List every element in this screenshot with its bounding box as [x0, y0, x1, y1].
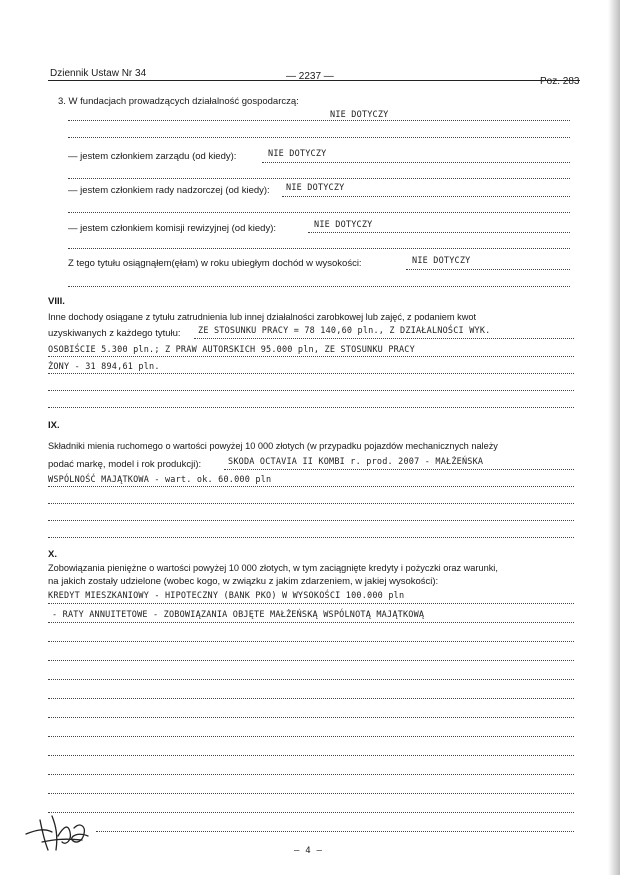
- income-label: Z tego tytułu osiągnąłem(ęłam) w roku ubiegłym dochód w wysokości:: [68, 258, 362, 269]
- dotted-line: [48, 537, 574, 538]
- section-viii-text: Inne dochody osiągane z tytułu zatrudnienia lub innej działalności zarobkowej lub zajęć, z podaniem kwot: [48, 312, 476, 322]
- dotted-line: [68, 212, 570, 213]
- foundations-label: 3. W fundacjach prowadzących działalność gospodarczą:: [58, 96, 299, 107]
- dotted-line: [48, 641, 574, 642]
- dotted-line: [48, 503, 574, 504]
- scan-shadow-edge: [608, 0, 620, 875]
- section-viii-label: uzyskiwanych z każdego tytułu:: [48, 328, 181, 339]
- audit-answer: NIE DOTYCZY: [314, 220, 373, 230]
- footer-page-mark: — 4 —: [294, 846, 323, 856]
- signature-icon: [22, 806, 102, 856]
- supervisory-label: — jestem członkiem rady nadzorczej (od kiedy):: [68, 185, 270, 196]
- section-ix-answer-1: SKODA OCTAVIA II KOMBI r. prod. 2007 - MAŁŻEŃSKA: [228, 457, 484, 467]
- dotted-line: [48, 774, 574, 775]
- dotted-line: [48, 622, 574, 623]
- audit-label: — jestem członkiem komisji rewizyjnej (od kiedy):: [68, 223, 276, 234]
- section-x-title: X.: [48, 549, 57, 560]
- dotted-line: [48, 356, 574, 357]
- dotted-line: [48, 373, 574, 374]
- income-answer: NIE DOTYCZY: [412, 256, 471, 266]
- board-answer: NIE DOTYCZY: [268, 149, 327, 159]
- section-ix-text: Składniki mienia ruchomego o wartości powyżej 10 000 złotych (w przypadku pojazdów mechanicznych należy: [48, 441, 498, 451]
- dotted-line: [96, 831, 574, 832]
- section-x-answer-2: - RATY ANNUITETOWE - ZOBOWIĄZANIA OBJĘTE MAŁŻEŃSKĄ WSPÓLNOTĄ MAJĄTKOWĄ: [52, 610, 425, 620]
- dotted-line: [68, 120, 570, 121]
- dotted-line: [48, 603, 574, 604]
- position-number: Poz. 283: [540, 76, 580, 87]
- section-viii-answer-1: ZE STOSUNKU PRACY = 78 140,60 pln., Z DZIAŁALNOŚCI WYK.: [198, 326, 491, 336]
- dotted-line: [48, 390, 574, 391]
- supervisory-answer: NIE DOTYCZY: [286, 183, 345, 193]
- dotted-line: [224, 469, 574, 470]
- dotted-line: [194, 338, 574, 339]
- journal-name: Dziennik Ustaw Nr 34: [50, 68, 147, 79]
- section-ix-title: IX.: [48, 420, 60, 431]
- dotted-line: [68, 137, 570, 138]
- dotted-line: [48, 812, 574, 813]
- section-x-text-2: na jakich zostały udzielone (wobec kogo, w związku z jakim zdarzeniem, w jakiej wysokości):: [48, 576, 439, 587]
- page-number: — 2237 —: [286, 71, 334, 82]
- dotted-line: [48, 698, 574, 699]
- dotted-line: [48, 407, 574, 408]
- dotted-line: [262, 162, 570, 163]
- dotted-line: [48, 717, 574, 718]
- dotted-line: [68, 178, 570, 179]
- dotted-line: [48, 679, 574, 680]
- dotted-line: [406, 269, 570, 270]
- section-viii-title: VIII.: [48, 296, 65, 307]
- dotted-line: [48, 755, 574, 756]
- dotted-line: [68, 248, 570, 249]
- section-ix-answer-2: WSPÓLNOŚĆ MAJĄTKOWA - wart. ok. 60.000 pln: [48, 475, 272, 485]
- dotted-line: [282, 196, 570, 197]
- dotted-line: [48, 793, 574, 794]
- section-viii-answer-2: OSOBIŚCIE 5.300 pln.; Z PRAW AUTORSKICH 95.000 pln, ZE STOSUNKU PRACY: [48, 345, 415, 355]
- section-x-answer-1: KREDYT MIESZKANIOWY - HIPOTECZNY (BANK PKO) W WYSOKOŚCI 100.000 pln: [48, 591, 405, 601]
- header-rule: [48, 80, 580, 81]
- section-x-text-1: Zobowiązania pieniężne o wartości powyżej 10 000 złotych, w tym zaciągnięte kredyty i pożyczki oraz warunki,: [48, 563, 498, 573]
- section-viii-answer-3: ŻONY - 31 894,61 pln.: [48, 362, 160, 372]
- section-ix-label: podać markę, model i rok produkcji):: [48, 459, 202, 470]
- dotted-line: [48, 486, 574, 487]
- dotted-line: [48, 736, 574, 737]
- dotted-line: [68, 286, 570, 287]
- dotted-line: [308, 232, 570, 233]
- board-label: — jestem członkiem zarządu (od kiedy):: [68, 151, 237, 162]
- dotted-line: [48, 660, 574, 661]
- dotted-line: [48, 520, 574, 521]
- foundations-answer: NIE DOTYCZY: [330, 110, 389, 120]
